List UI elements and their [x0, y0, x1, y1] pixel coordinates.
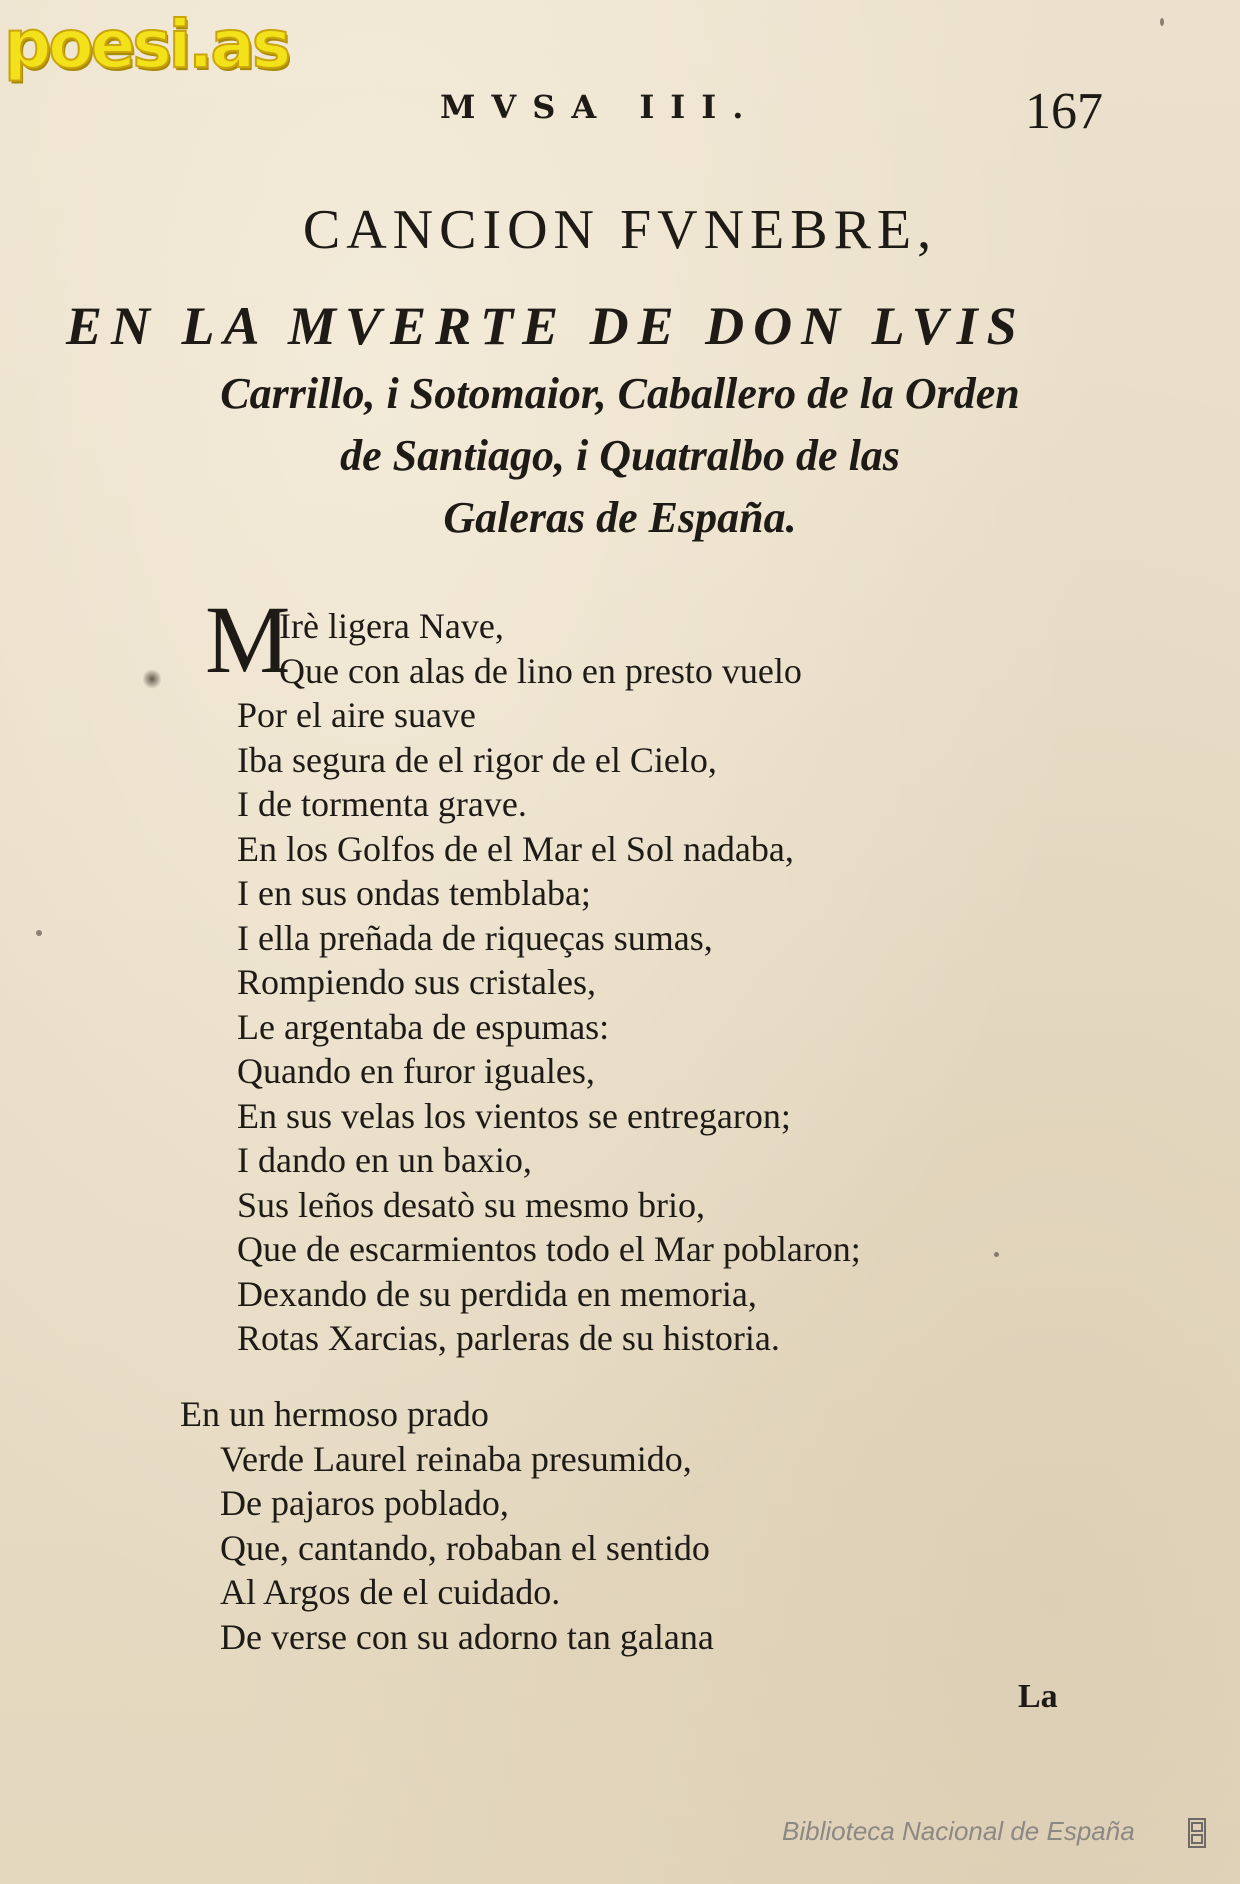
verse-line: De pajaros poblado,: [220, 1483, 509, 1523]
verse-line: Que de escarmientos todo el Mar poblaron;: [237, 1229, 861, 1269]
catchword: La: [1018, 1678, 1058, 1715]
stanza-2: [180, 1392, 714, 1659]
verse-line: En sus velas los vientos se entregaron;: [237, 1095, 791, 1136]
verse-line: I dando en un baxio,: [237, 1140, 532, 1180]
verse-line: Rompiendo sus cristales,: [237, 962, 596, 1002]
ink-speck: [1160, 18, 1164, 26]
verse-line: Le argentaba de espumas:: [237, 1006, 610, 1047]
verse-line: Rotas Xarcias, parleras de su historia.: [237, 1318, 780, 1358]
page-number: 167: [1025, 83, 1103, 140]
subtitle-line: de Santiago, i Quatralbo de las: [340, 431, 900, 480]
subtitle-line: Carrillo, i Sotomaior, Caballero de la Orden: [220, 369, 1020, 418]
ink-speck: [36, 930, 42, 936]
verse-line: Dexando de su perdida en memoria,: [237, 1273, 757, 1314]
library-logo-icon: [1188, 1818, 1206, 1848]
drop-cap: M: [205, 586, 291, 693]
verse-line: I en sus ondas temblaba;: [237, 873, 591, 913]
verse-line: I ella preñada de riqueças sumas,: [237, 917, 713, 958]
title-block: [0, 198, 1240, 542]
subtitle-line: Galeras de España.: [443, 493, 797, 542]
library-credit[interactable]: Biblioteca Nacional de España: [782, 1816, 1135, 1846]
verse-line: I de tormenta grave.: [237, 784, 527, 824]
verse-line: Al Argos de el cuidado.: [220, 1572, 561, 1612]
ink-speck: [994, 1252, 999, 1257]
verse-line: En un hermoso prado: [180, 1394, 489, 1434]
verse-line: Por el aire suave: [237, 695, 476, 735]
verse-line: Que, cantando, robaban el sentido: [220, 1527, 710, 1568]
verse-line: En los Golfos de el Mar el Sol nadaba,: [237, 828, 794, 869]
verse-line: Quando en furor iguales,: [237, 1051, 595, 1091]
poem-title: CANCION FVNEBRE,: [302, 199, 938, 261]
verse-line: Irè ligera Nave,: [279, 606, 504, 646]
running-title: MVSA III.: [440, 88, 760, 126]
verse-line: Verde Laurel reinaba presumido,: [220, 1438, 692, 1479]
verse-line: De verse con su adorno tan galana: [220, 1616, 714, 1657]
verse-line: Iba segura de el rigor de el Cielo,: [237, 739, 717, 780]
verse-line: Que con alas de lino en presto vuelo: [279, 650, 802, 691]
subtitle-caps-line: EN LA MVERTE DE DON LVIS: [66, 296, 1026, 356]
subtitle-lines: [0, 363, 1240, 549]
stanza-1: [203, 604, 861, 1361]
ink-speck: [143, 668, 161, 690]
poesias-logo[interactable]: poesi.as: [4, 6, 289, 83]
verse-line: Sus leños desatò su mesmo brio,: [237, 1184, 705, 1225]
